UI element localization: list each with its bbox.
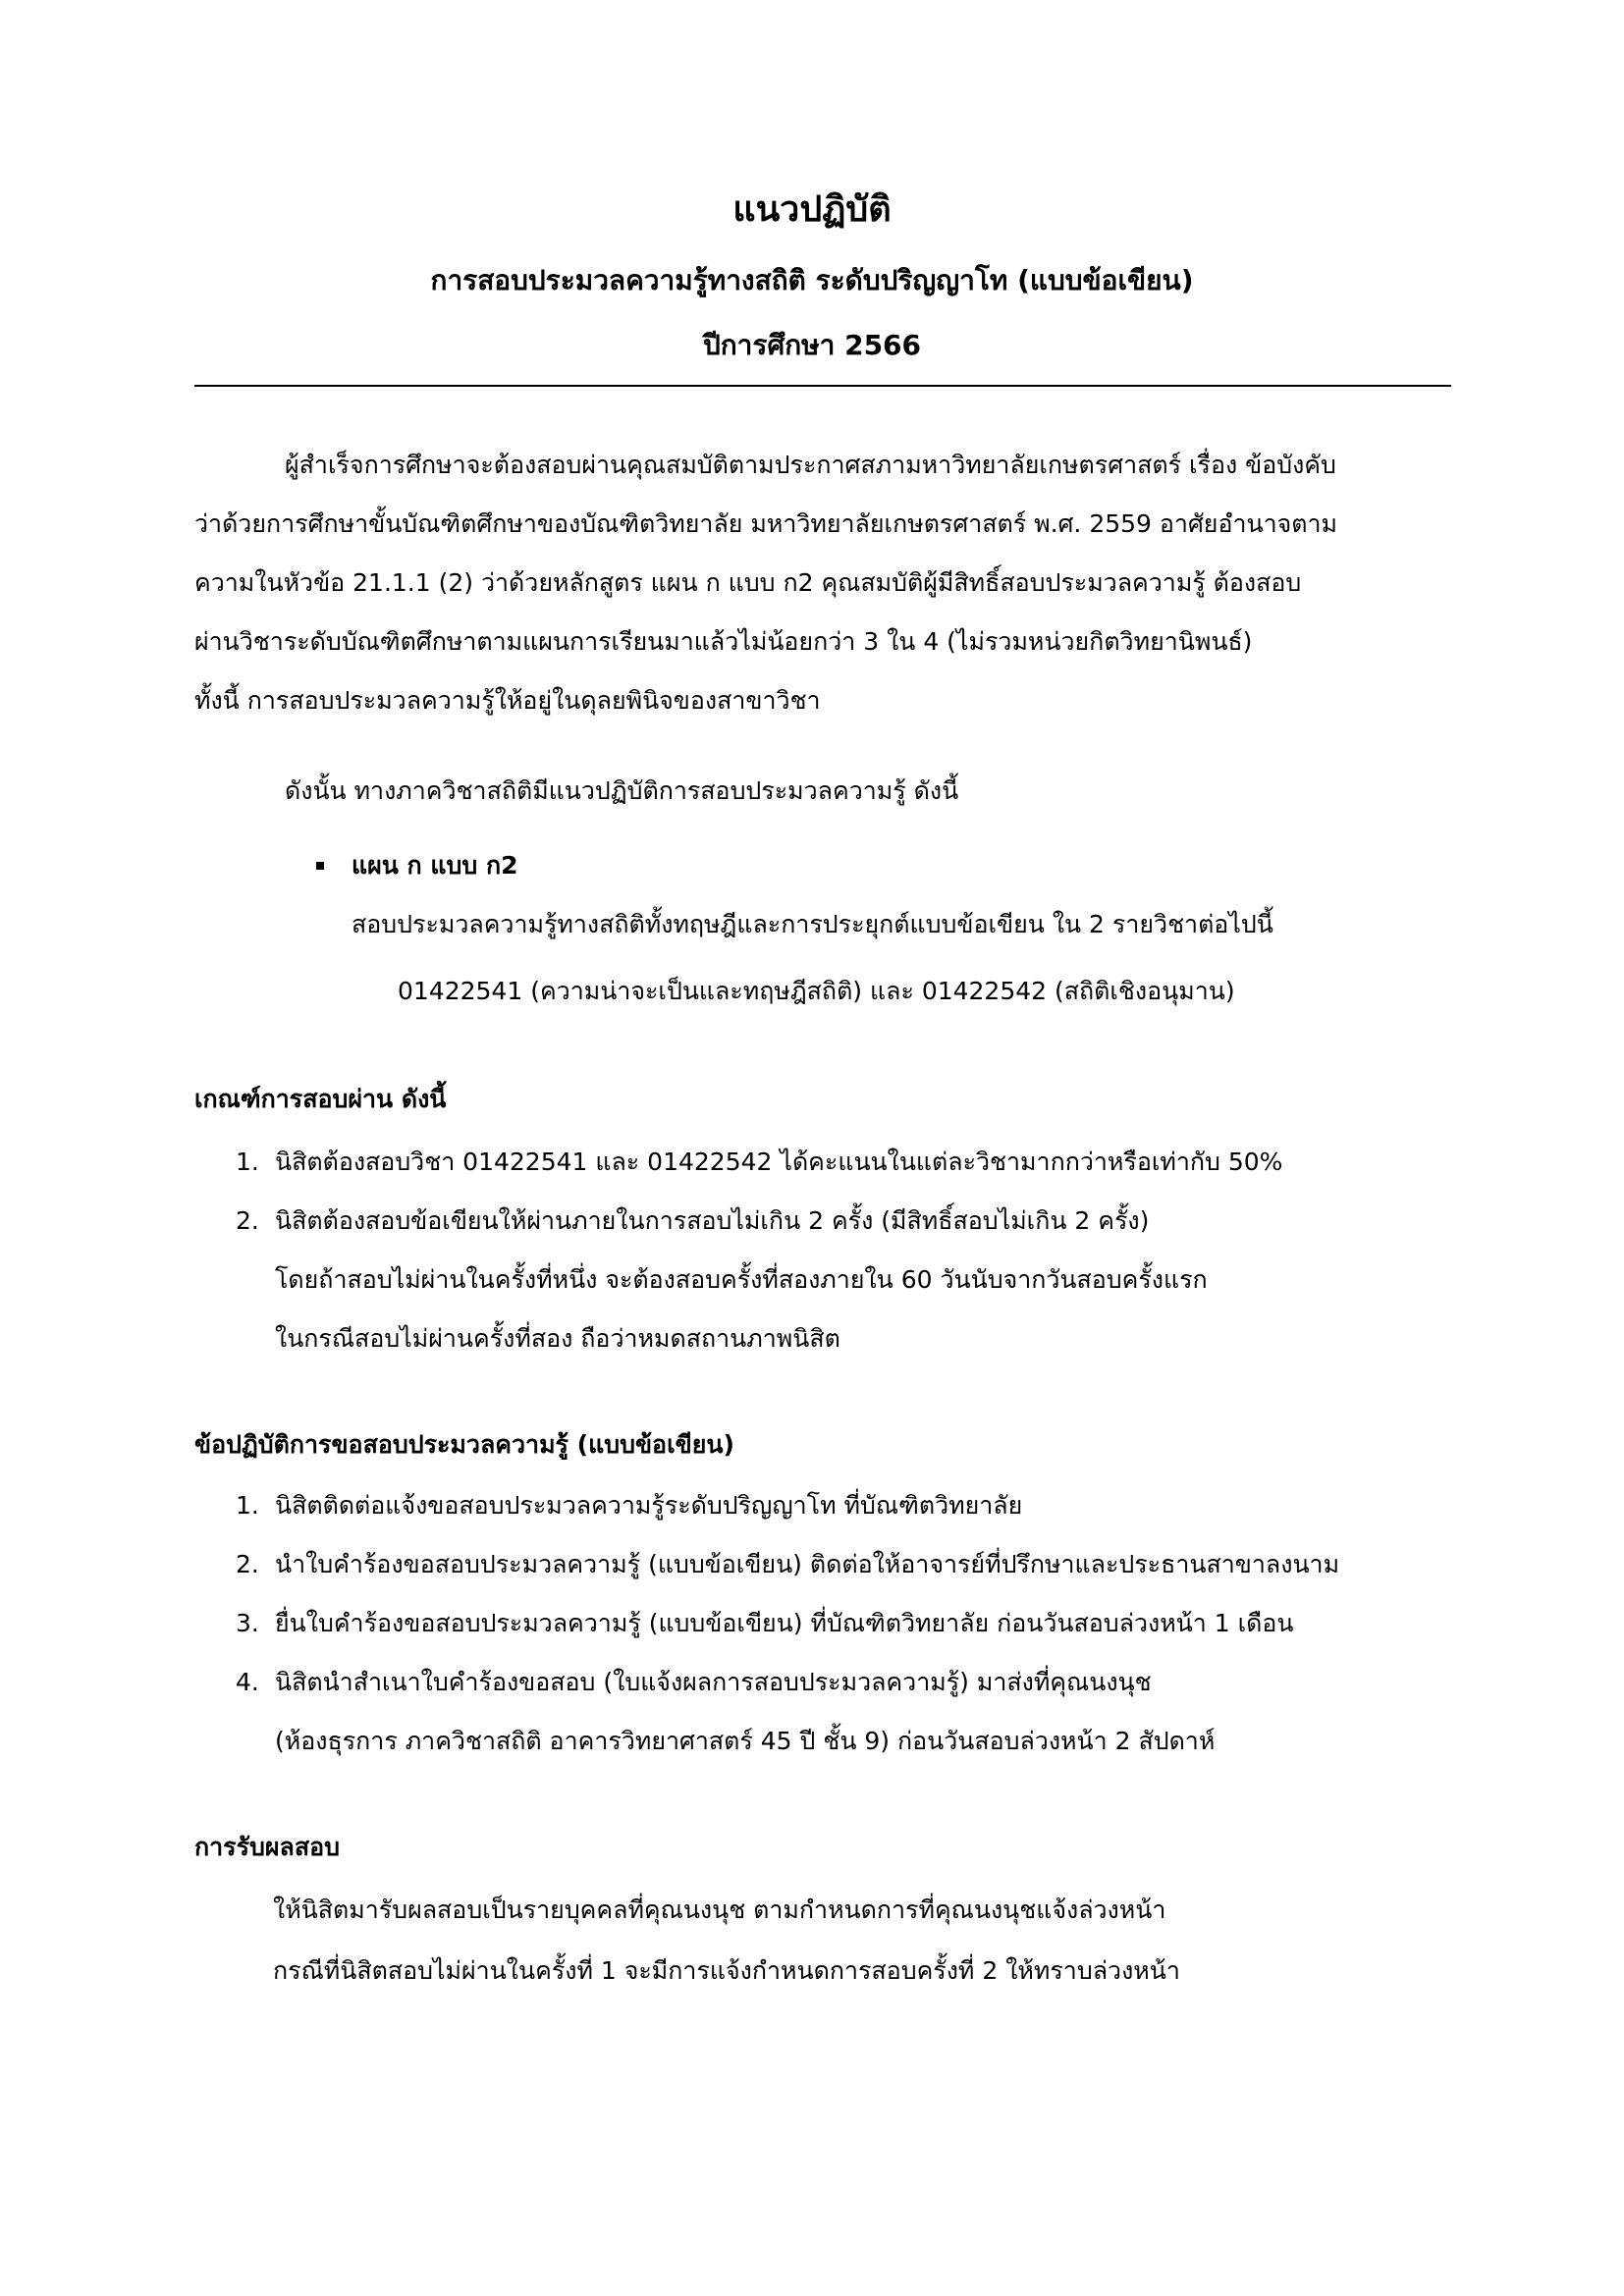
procedure-item-number: 4. bbox=[236, 1668, 259, 1696]
procedure-item-text: (ห้องธุรการ ภาควิชาสถิติ อาคารวิทยาศาสตร์ 45 ปี ชั้น 9) ก่อนวันสอบล่วงหน้า 2 สัปดาห์ bbox=[275, 1727, 1216, 1755]
bullet-icon bbox=[316, 862, 324, 870]
intro-line-1: ผู้สำเร็จการศึกษาจะต้องสอบผ่านคุณสมบัติตามประกาศสภามหาวิทยาลัยเกษตรศาสตร์ เรื่อง ข้อบังคับ bbox=[285, 451, 1336, 479]
criteria-item-text: ในกรณีสอบไม่ผ่านครั้งที่สอง ถือว่าหมดสถานภาพนิสิต bbox=[275, 1324, 840, 1353]
results-line-1: ให้นิสิตมารับผลสอบเป็นรายบุคคลที่คุณนงนุช ตามกำหนดการที่คุณนงนุชแจ้งล่วงหน้า bbox=[273, 1896, 1166, 1924]
results-line-2: กรณีที่นิสิตสอบไม่ผ่านในครั้งที่ 1 จะมีการแจ้งกำหนดการสอบครั้งที่ 2 ให้ทราบล่วงหน้า bbox=[273, 1956, 1180, 1985]
page-title: แนวปฏิบัติ bbox=[732, 189, 892, 230]
procedure-item-text: นิสิตนำสำเนาใบคำร้องขอสอบ (ใบแจ้งผลการสอบประมวลความรู้) มาส่งที่คุณนงนุช bbox=[275, 1668, 1152, 1696]
intro-therefore: ดังนั้น ทางภาควิชาสถิติมีแนวปฏิบัติการสอบประมวลความรู้ ดังนี้ bbox=[285, 776, 959, 805]
procedure-item-number: 3. bbox=[236, 1609, 259, 1637]
plan-description: สอบประมวลความรู้ทางสถิติทั้งทฤษฎีและการประยุกต์แบบข้อเขียน ใน 2 รายวิชาต่อไปนี้ bbox=[352, 910, 1273, 938]
intro-line-2: ว่าด้วยการศึกษาขั้นบัณฑิตศึกษาของบัณฑิตวิทยาลัย มหาวิทยาลัยเกษตรศาสตร์ พ.ศ. 2559 อาศัยอำนาจตาม bbox=[194, 509, 1338, 538]
intro-line-5: ทั้งนี้ การสอบประมวลความรู้ให้อยู่ในดุลยพินิจของสาขาวิชา bbox=[194, 686, 821, 715]
criteria-item-number: 2. bbox=[236, 1206, 259, 1235]
criteria-item-text: นิสิตต้องสอบข้อเขียนให้ผ่านภายในการสอบไม่เกิน 2 ครั้ง (มีสิทธิ์สอบไม่เกิน 2 ครั้ง) bbox=[275, 1206, 1150, 1235]
plan-courses: 01422541 (ความน่าจะเป็นและทฤษฎีสถิติ) และ 01422542 (สถิติเชิงอนุมาน) bbox=[398, 977, 1235, 1005]
procedure-item-number: 1. bbox=[236, 1491, 259, 1520]
procedure-item-number: 2. bbox=[236, 1550, 259, 1578]
procedure-item-text: ยื่นใบคำร้องขอสอบประมวลความรู้ (แบบข้อเขียน) ที่บัณฑิตวิทยาลัย ก่อนวันสอบล่วงหน้า 1 เดือน bbox=[275, 1609, 1294, 1637]
page-subtitle: การสอบประมวลความรู้ทางสถิติ ระดับปริญญาโท (แบบข้อเขียน) bbox=[430, 264, 1194, 296]
criteria-item-text: โดยถ้าสอบไม่ผ่านในครั้งที่หนึ่ง จะต้องสอบครั้งที่สองภายใน 60 วันนับจากวันสอบครั้งแรก bbox=[275, 1265, 1208, 1294]
criteria-heading: เกณฑ์การสอบผ่าน ดังนี้ bbox=[194, 1085, 447, 1113]
intro-line-3: ความในหัวข้อ 21.1.1 (2) ว่าด้วยหลักสูตร แผน ก แบบ ก2 คุณสมบัติผู้มีสิทธิ์สอบประมวลความรู้ ต้องสอบ bbox=[194, 568, 1302, 597]
procedure-item-text: นำใบคำร้องขอสอบประมวลความรู้ (แบบข้อเขียน) ติดต่อให้อาจารย์ที่ปรึกษาและประธานสาขาลงนาม bbox=[275, 1550, 1340, 1578]
procedure-item-text: นิสิตติดต่อแจ้งขอสอบประมวลความรู้ระดับปริญญาโท ที่บัณฑิตวิทยาลัย bbox=[275, 1491, 1023, 1520]
criteria-item-number: 1. bbox=[236, 1148, 259, 1176]
header-divider bbox=[194, 385, 1451, 387]
results-heading: การรับผลสอบ bbox=[194, 1833, 341, 1861]
academic-year: ปีการศึกษา 2566 bbox=[702, 329, 922, 361]
plan-heading: แผน ก แบบ ก2 bbox=[352, 851, 518, 880]
criteria-item-text: นิสิตต้องสอบวิชา 01422541 และ 01422542 ได้คะแนนในแต่ละวิชามากกว่าหรือเท่ากับ 50% bbox=[275, 1148, 1283, 1176]
intro-line-4: ผ่านวิชาระดับบัณฑิตศึกษาตามแผนการเรียนมาแล้วไม่น้อยกว่า 3 ใน 4 (ไม่รวมหน่วยกิตวิทยานิพนธ์) bbox=[194, 627, 1253, 656]
procedure-heading: ข้อปฏิบัติการขอสอบประมวลความรู้ (แบบข้อเขียน) bbox=[194, 1430, 734, 1459]
